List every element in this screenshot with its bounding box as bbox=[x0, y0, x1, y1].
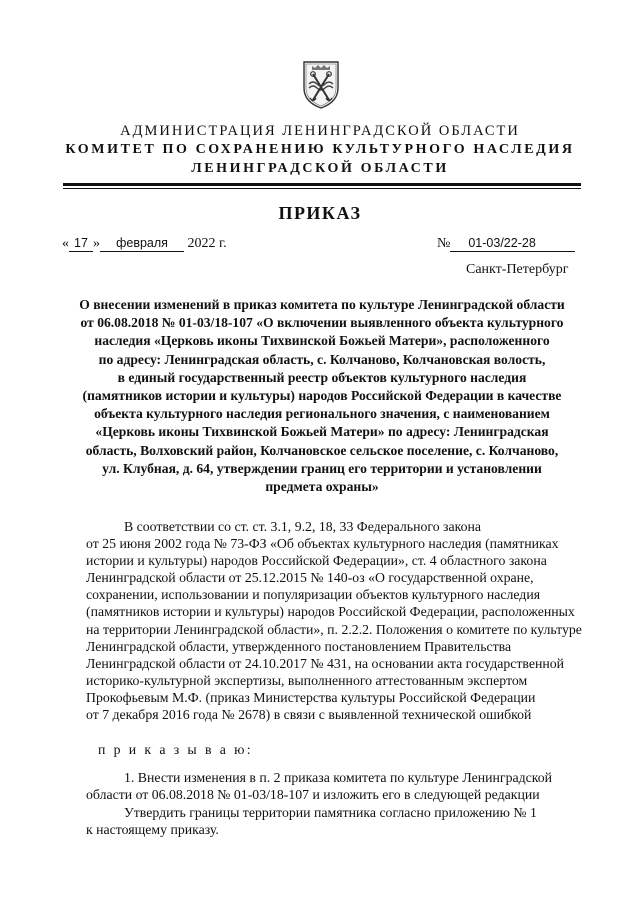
document-city: Санкт-Петербург bbox=[466, 262, 569, 277]
title-line: область, Волховский район, Колчановское сельское поселение, с. Колчаново, bbox=[85, 442, 559, 458]
header-rule-thin bbox=[63, 188, 581, 189]
document-date: « 17 » февраля 2022 г. bbox=[62, 236, 227, 251]
item-line: области от 06.08.2018 № 01-03/18-107 и изложить его в следующей редакции bbox=[86, 787, 540, 803]
order-items bbox=[86, 769, 581, 838]
body-line: историко-культурной экспертизы, выполненного аттестованным экспертом bbox=[86, 672, 528, 688]
title-line: предмета охраны» bbox=[265, 479, 379, 495]
body-line: Ленинградской области от 24.10.2017 № 431, на основании акта государственной bbox=[86, 655, 565, 671]
date-year: 2022 г. bbox=[187, 236, 227, 251]
body-line: сохранении, использовании и популяризации объектов культурного наследия bbox=[86, 587, 541, 603]
item-line: 1. Внести изменения в п. 2 приказа комитета по культуре Ленинградской bbox=[124, 770, 553, 785]
number-sign: № bbox=[437, 236, 451, 251]
coat-of-arms-emblem bbox=[300, 58, 342, 110]
order-word: п р и к а з ы в а ю: bbox=[98, 742, 254, 757]
administration-name: АДМИНИСТРАЦИЯ ЛЕНИНГРАДСКОЙ ОБЛАСТИ bbox=[120, 123, 520, 139]
date-day: 17 bbox=[69, 236, 93, 252]
body-line: (памятников истории и культуры) народов Российской Федерации, расположенных bbox=[86, 604, 575, 620]
date-month: февраля bbox=[100, 236, 184, 252]
body-line: от 25 июня 2002 года № 73-ФЗ «Об объектах культурного наследия (памятниках bbox=[86, 536, 559, 552]
document-type-heading: ПРИКАЗ bbox=[278, 203, 362, 223]
body-line: В соответствии со ст. ст. 3.1, 9.2, 18, 33 Федерального закона bbox=[124, 519, 482, 534]
body-line: на территории Ленинградской области», п. 2.2.2. Положения о комитете по культуре bbox=[86, 621, 582, 637]
header-rule-thick bbox=[63, 183, 581, 186]
title-line: О внесении изменений в приказ комитета по культуре Ленинградской области bbox=[79, 297, 565, 312]
body-line: от 7 декабря 2016 года № 2678) в связи с выявленной технической ошибкой bbox=[86, 707, 532, 723]
item-line: к настоящему приказу. bbox=[86, 821, 219, 837]
title-line: «Церковь иконы Тихвинской Божьей Матери» по адресу: Ленинградская bbox=[95, 424, 549, 440]
title-line: наследия «Церковь иконы Тихвинской Божьей Матери», расположенного bbox=[94, 333, 550, 349]
title-line: ул. Клубная, д. 64, утверждении границ его территории и установлении bbox=[102, 460, 542, 476]
body-line: истории и культуры) народов Российской Федерации», ст. 4 областного закона bbox=[86, 553, 547, 569]
title-line: объекта культурного наследия регионального значения, с наименованием bbox=[94, 406, 550, 422]
order-title bbox=[62, 296, 582, 496]
body-line: Ленинградской области, утвержденного постановлением Правительства bbox=[86, 638, 512, 654]
letterhead bbox=[0, 122, 640, 178]
committee-name: КОМИТЕТ ПО СОХРАНЕНИЮ КУЛЬТУРНОГО НАСЛЕДИЯ bbox=[65, 142, 575, 157]
title-line: (памятников истории и культуры) народов Российской Федерации в качестве bbox=[82, 388, 562, 404]
preamble-paragraph bbox=[86, 518, 581, 723]
title-line: от 06.08.2018 № 01-03/18-107 «О включении выявленного объекта культурного bbox=[80, 315, 564, 331]
document-number bbox=[437, 236, 575, 252]
body-line: Ленинградской области от 25.12.2015 № 140-оз «О государственной охране, bbox=[86, 570, 534, 586]
title-line: по адресу: Ленинградская область, с. Колчаново, Колчановская волость, bbox=[98, 351, 546, 367]
region-name: ЛЕНИНГРАДСКОЙ ОБЛАСТИ bbox=[191, 161, 449, 176]
body-line: Прокофьевым М.Ф. (приказ Министерства культуры Российской Федерации bbox=[86, 689, 536, 705]
number-value: 01-03/22-28 bbox=[450, 236, 575, 252]
item-line: Утвердить границы территории памятника согласно приложению № 1 bbox=[124, 804, 537, 820]
title-line: в единый государственный реестр объектов культурного наследия bbox=[117, 369, 527, 385]
